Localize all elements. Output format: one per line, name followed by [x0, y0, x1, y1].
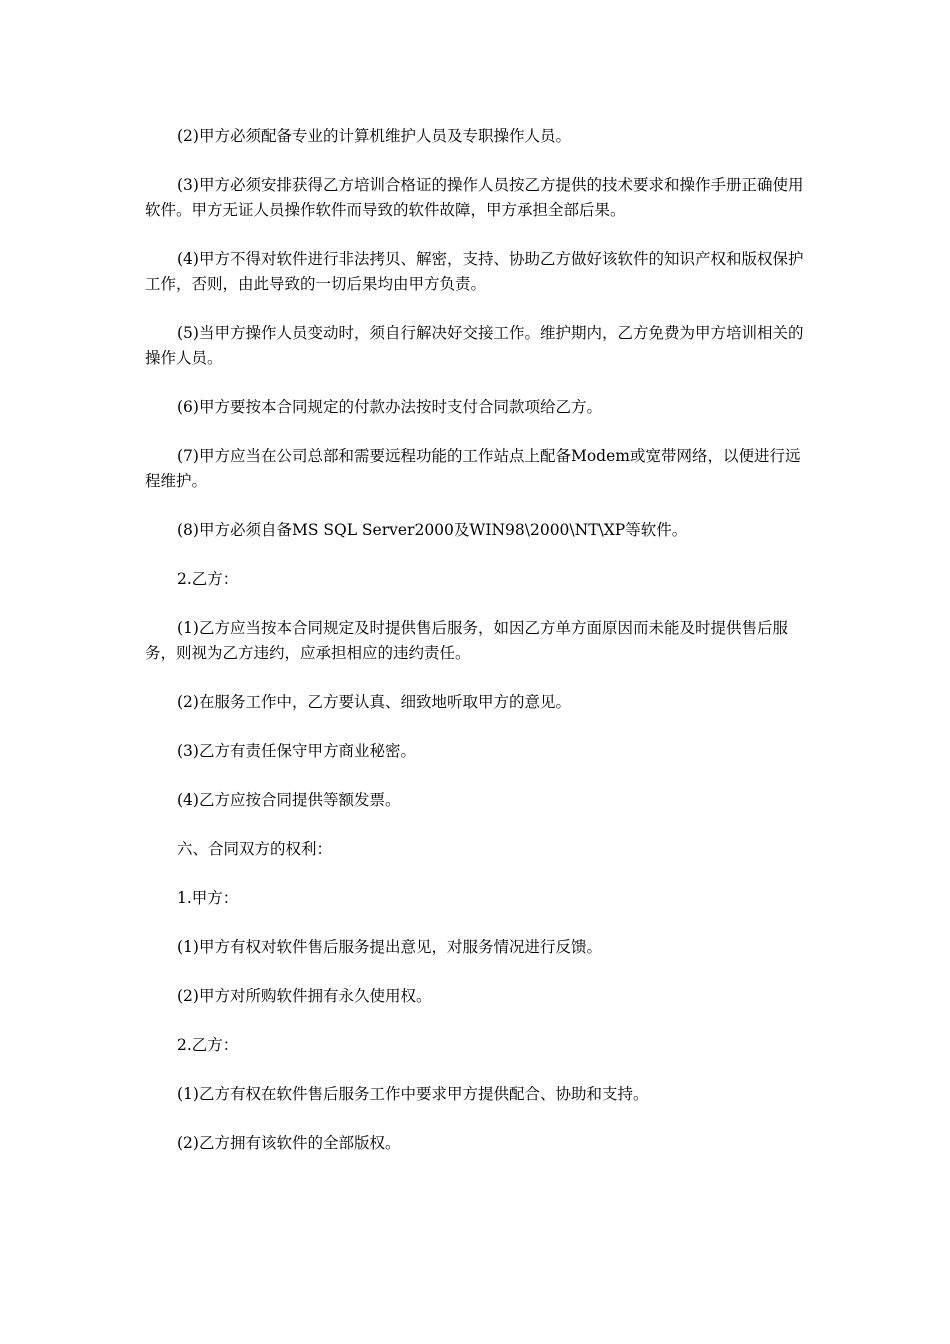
paragraph-party-a-8: (8)甲方必须自备MS SQL Server2000及WIN98\2000\NT\XP等软件。 [177, 521, 688, 539]
document-body [145, 124, 807, 1180]
paragraph-party-b-right-1: (1)乙方有权在软件售后服务工作中要求甲方提供配合、协助和支持。 [177, 1085, 649, 1103]
paragraph-party-a-3: (3)甲方必须安排获得乙方培训合格证的操作人员按乙方提供的技术要求和操作手册正确使用软件。甲方无证人员操作软件而导致的软件故障，甲方承担全部后果。 [145, 176, 804, 219]
paragraph-party-a-6: (6)甲方要按本合同规定的付款办法按时支付合同款项给乙方。 [177, 398, 602, 416]
heading-party-a-rights: 1.甲方： [177, 889, 239, 907]
paragraph-party-b-3: (3)乙方有责任保守甲方商业秘密。 [177, 742, 416, 760]
heading-party-b-obligations: 2.乙方： [177, 570, 239, 588]
paragraph-party-a-4: (4)甲方不得对软件进行非法拷贝、解密，支持、协助乙方做好该软件的知识产权和版权保护工作，否则，由此导致的一切后果均由甲方负责。 [145, 250, 804, 293]
paragraph-party-a-2: (2)甲方必须配备专业的计算机维护人员及专职操作人员。 [177, 127, 571, 145]
paragraph-party-a-7: (7)甲方应当在公司总部和需要远程功能的工作站点上配备Modem或宽带网络，以便进行远程维护。 [145, 447, 801, 490]
paragraph-party-a-5: (5)当甲方操作人员变动时，须自行解决好交接工作。维护期内，乙方免费为甲方培训相关的操作人员。 [145, 324, 804, 367]
paragraph-party-b-2: (2)在服务工作中，乙方要认真、细致地听取甲方的意见。 [177, 693, 571, 711]
paragraph-party-b-4: (4)乙方应按合同提供等额发票。 [177, 791, 401, 809]
paragraph-party-b-1: (1)乙方应当按本合同规定及时提供售后服务，如因乙方单方面原因而未能及时提供售后服务，则视为乙方违约，应承担相应的违约责任。 [145, 619, 788, 662]
heading-party-b-rights: 2.乙方： [177, 1036, 239, 1054]
paragraph-party-a-right-1: (1)甲方有权对软件售后服务提出意见，对服务情况进行反馈。 [177, 938, 602, 956]
section-heading-rights: 六、合同双方的权利： [177, 840, 333, 858]
paragraph-party-a-right-2: (2)甲方对所购软件拥有永久使用权。 [177, 987, 432, 1005]
paragraph-party-b-right-2: (2)乙方拥有该软件的全部版权。 [177, 1134, 401, 1152]
